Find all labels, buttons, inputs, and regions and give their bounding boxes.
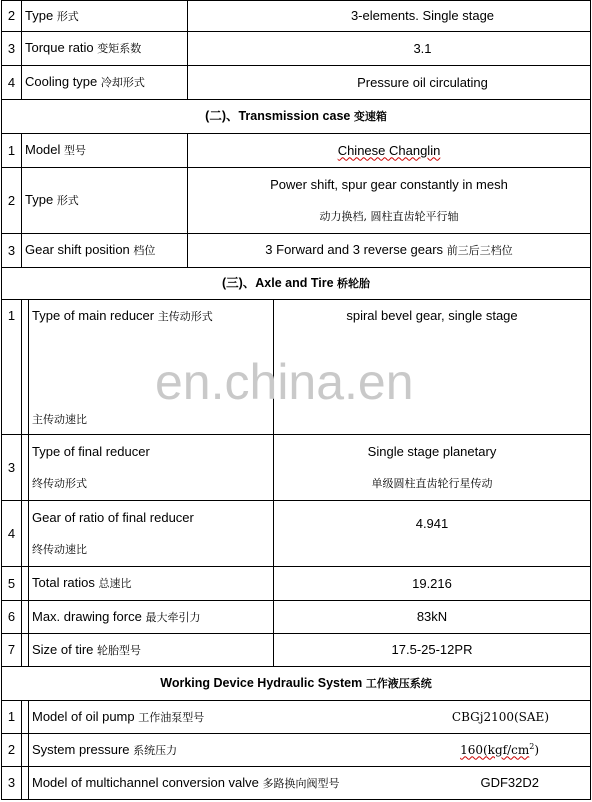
- row-spacer: [22, 701, 29, 734]
- row-label: Type 形式: [22, 1, 188, 32]
- row-value: 3.1: [188, 32, 591, 66]
- row-value: 4.941: [274, 501, 591, 567]
- row-number: 6: [2, 601, 22, 634]
- row-label: Total ratios 总速比: [29, 567, 274, 601]
- row-spacer: [22, 601, 29, 634]
- row-number: 2: [2, 1, 22, 32]
- row-label: Type of final reducer 终传动形式: [29, 435, 274, 501]
- row-label: Type of main reducer 主传动形式 主传动速比: [29, 300, 274, 435]
- row-value: 17.5-25-12PR: [274, 634, 591, 667]
- row-spacer: [22, 300, 29, 435]
- row-spacer: [22, 767, 29, 800]
- table-row: [2, 634, 591, 667]
- row-value: Power shift, spur gear constantly in mesh 动力换档, 圆柱直齿轮平行轴: [188, 168, 591, 234]
- row-spacer: [22, 634, 29, 667]
- row-spacer: [22, 567, 29, 601]
- row-label: Gear of ratio of final reducer 终传动速比: [29, 501, 274, 567]
- row-number: 2: [2, 168, 22, 234]
- section-header: [2, 100, 591, 134]
- table-row: [2, 66, 591, 100]
- row-number: 3: [2, 234, 22, 268]
- table-row: [2, 234, 591, 268]
- row-label: Max. drawing force 最大牵引力: [29, 601, 274, 634]
- table-row: [2, 1, 591, 32]
- row-spacer: [22, 501, 29, 567]
- table-row: [2, 168, 591, 234]
- row-label-value: Model of multichannel conversion valve 多路换向阀型号 GDF32D2: [29, 767, 591, 800]
- row-value: spiral bevel gear, single stage: [274, 300, 591, 435]
- row-value: 83kN: [274, 601, 591, 634]
- row-label: Size of tire 轮胎型号: [29, 634, 274, 667]
- row-label-value: System pressure 系统压力 $160(kgf/cm^2)$: [29, 734, 591, 767]
- row-value: 3 Forward and 3 reverse gears 前三后三档位: [188, 234, 591, 268]
- row-value: Single stage planetary 单级圆柱直齿轮行星传动: [274, 435, 591, 501]
- row-number: 3: [2, 767, 22, 800]
- row-label: Gear shift position 档位: [22, 234, 188, 268]
- row-number: 5: [2, 567, 22, 601]
- row-value: 19.216: [274, 567, 591, 601]
- section-title: Working Device Hydraulic System 工作液压系统: [2, 667, 591, 701]
- row-value: Pressure oil circulating: [188, 66, 591, 100]
- table-row: [2, 567, 591, 601]
- row-number: 7: [2, 634, 22, 667]
- table-row: [2, 767, 591, 800]
- row-label: Torque ratio 变矩系数: [22, 32, 188, 66]
- row-value: Chinese Changlin: [188, 134, 591, 168]
- table-row: [2, 435, 591, 501]
- table-row: [2, 501, 591, 567]
- row-number: 4: [2, 66, 22, 100]
- table-row: [2, 734, 591, 767]
- row-label: Model 型号: [22, 134, 188, 168]
- row-number: 1: [2, 300, 22, 435]
- table-row: [2, 601, 591, 634]
- row-label-value: Model of oil pump 工作油泵型号 CBGj2100(SAE): [29, 701, 591, 734]
- watermark: en.china.en: [155, 354, 414, 410]
- row-number: 3: [2, 32, 22, 66]
- row-number: 1: [2, 701, 22, 734]
- row-label: Cooling type 冷却形式: [22, 66, 188, 100]
- section-header: [2, 268, 591, 300]
- table-row: [2, 32, 591, 66]
- row-spacer: [22, 435, 29, 501]
- row-label: Type 形式: [22, 168, 188, 234]
- table-row: [2, 701, 591, 734]
- row-number: 1: [2, 134, 22, 168]
- row-value: 3-elements. Single stage: [188, 1, 591, 32]
- row-spacer: [22, 734, 29, 767]
- row-value: $160(kgf/cm^2)$: [460, 741, 539, 757]
- section-title: (二)、Transmission case 变速箱: [2, 100, 591, 134]
- row-number: 3: [2, 435, 22, 501]
- row-number: 2: [2, 734, 22, 767]
- row-value: CBGj2100(SAE): [451, 709, 549, 724]
- section-header: [2, 667, 591, 701]
- section-title: (三)、Axle and Tire 桥轮胎: [2, 268, 591, 300]
- row-value: GDF32D2: [480, 774, 539, 790]
- row-number: 4: [2, 501, 22, 567]
- table-row: [2, 134, 591, 168]
